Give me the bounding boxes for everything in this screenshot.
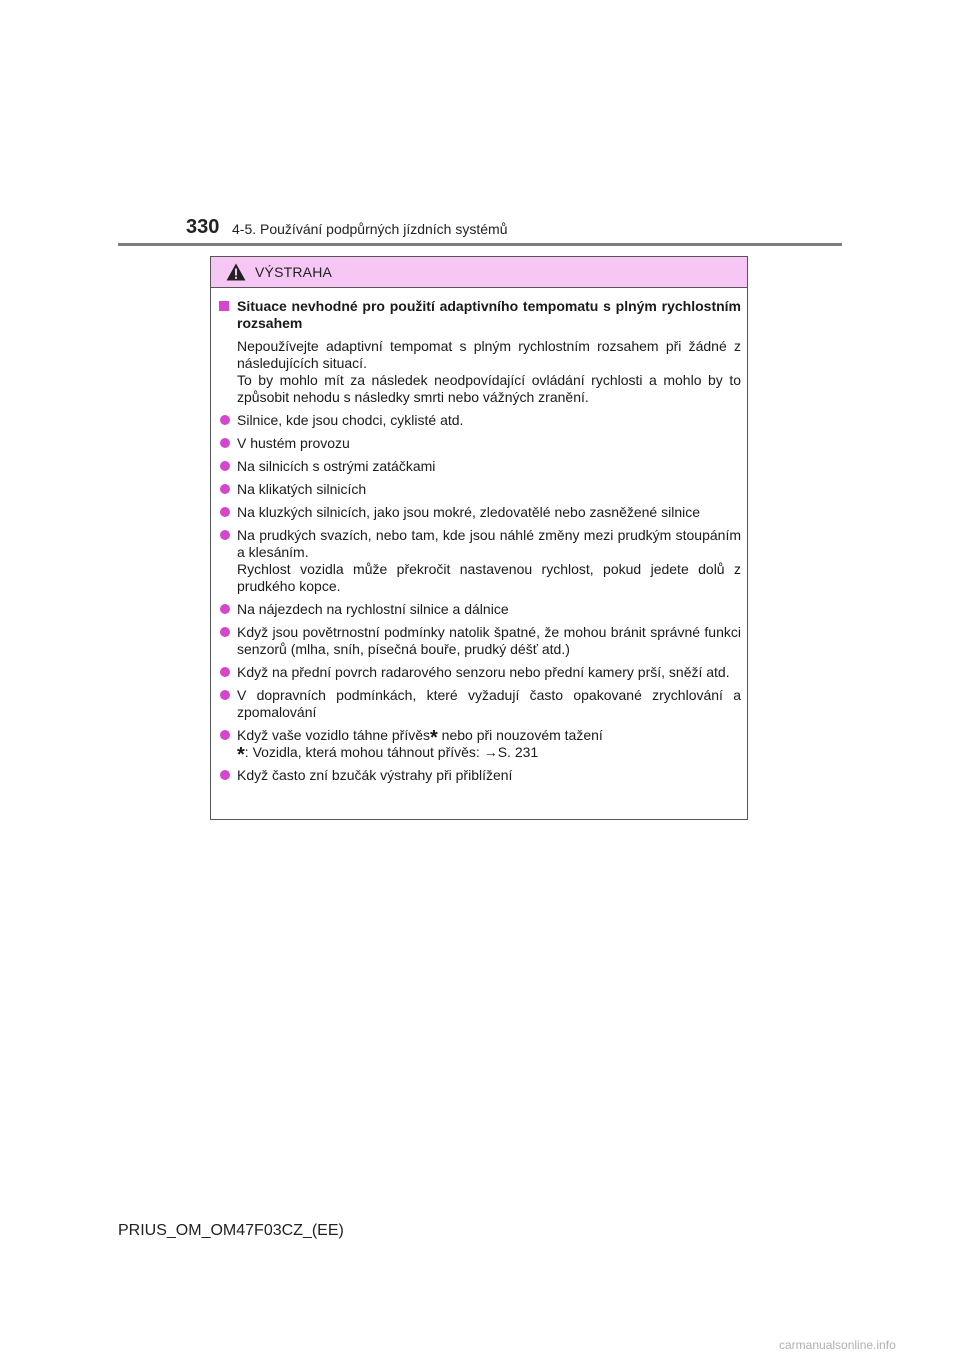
footnote-star: * [237,744,245,766]
list-item [219,435,741,452]
list-item [219,727,741,766]
bullet-dot-icon [220,530,230,540]
section-title: 4-5. Používání podpůrných jízdních systémů [232,221,508,237]
list-item-text: Na silnicích s ostrými zatáčkami [237,458,436,474]
list-item-subtext: Rychlost vozidla může překročit nastavenou rychlost, pokud jedete dolů z prudkého kopce. [237,561,741,594]
list-item-text [237,727,741,749]
bullet-dot-icon [220,770,230,780]
doc-code: PRIUS_OM_OM47F03CZ_(EE) [118,1222,344,1239]
footnote-star: * [430,727,438,749]
list-item [219,504,741,521]
list-item-text: Na klikatých silnicích [237,481,367,497]
list-item-text: Silnice, kde jsou chodci, cyklisté atd. [237,412,464,428]
page-number: 330 [186,216,220,238]
warning-triangle-icon [226,263,246,281]
intro-line: To by mohlo mít za následek neodpovídající ovládání rychlosti a mohlo by to způsobit nehodu s následky smrti nebo vážných zranění. [237,372,741,405]
list-item [219,412,741,429]
list-item-text: V dopravních podmínkách, které vyžadují často opakované zrychlování a zpomalování [237,687,741,720]
list-item-text-part: nebo při nouzovém tažení [437,727,603,743]
bullet-dot-icon [220,604,230,614]
list-item [219,624,741,658]
header-rule [118,243,842,246]
warning-body [211,288,747,784]
warning-box [210,256,748,820]
bullet-dot-icon [220,690,230,700]
warning-label: VÝSTRAHA [255,264,333,280]
list-item [219,664,741,681]
list-item [219,481,741,498]
list-item-text: V hustém provozu [237,435,350,451]
list-item [219,601,741,618]
bullet-dot-icon [220,730,230,740]
footnote [237,744,741,766]
bullet-dot-icon [220,438,230,448]
footnote-text: : Vozidla, která mohou táhnout přívěs: →S. 231 [244,744,539,760]
list-item-text: Na nájezdech na rychlostní silnice a dálnice [237,601,509,617]
list-item [219,458,741,475]
warning-header [211,257,747,288]
list-item [219,767,741,784]
situation-list [219,412,741,784]
warning-subheading [219,298,741,332]
list-item-text: Když na přední povrch radarového senzoru nebo přední kamery prší, sněží atd. [237,664,730,680]
bullet-dot-icon [220,627,230,637]
list-item-text: Když jsou povětrnostní podmínky natolik špatné, že mohou bránit správné funkci senzorů (mlha, sníh, písečná bouře, prudký déšť atd.) [237,624,741,657]
bullet-dot-icon [220,484,230,494]
square-bullet-icon [219,301,229,311]
list-item-text: Když často zní bzučák výstrahy při přiblížení [237,767,513,783]
list-item-text: Na kluzkých silnicích, jako jsou mokré, zledovatělé nebo zasněžené silnice [237,504,701,520]
list-item [219,687,741,721]
list-item-text: Na prudkých svazích, nebo tam, kde jsou náhlé změny mezi prudkým stoupáním a klesáním. [237,527,741,560]
bullet-dot-icon [220,507,230,517]
subheading-text: Situace nevhodné pro použití adaptivního tempomatu s plným rychlostním rozsahem [237,298,741,331]
intro-paragraph [219,338,741,406]
list-item-text-part: Když vaše vozidlo táhne přívěs [237,727,430,743]
bullet-dot-icon [220,415,230,425]
intro-line: Nepoužívejte adaptivní tempomat s plným rychlostním rozsahem při žádné z následujících situací. [237,338,741,371]
bullet-dot-icon [220,461,230,471]
list-item [219,527,741,595]
bullet-dot-icon [220,667,230,677]
watermark: carmanualsonline.info [779,1338,896,1352]
